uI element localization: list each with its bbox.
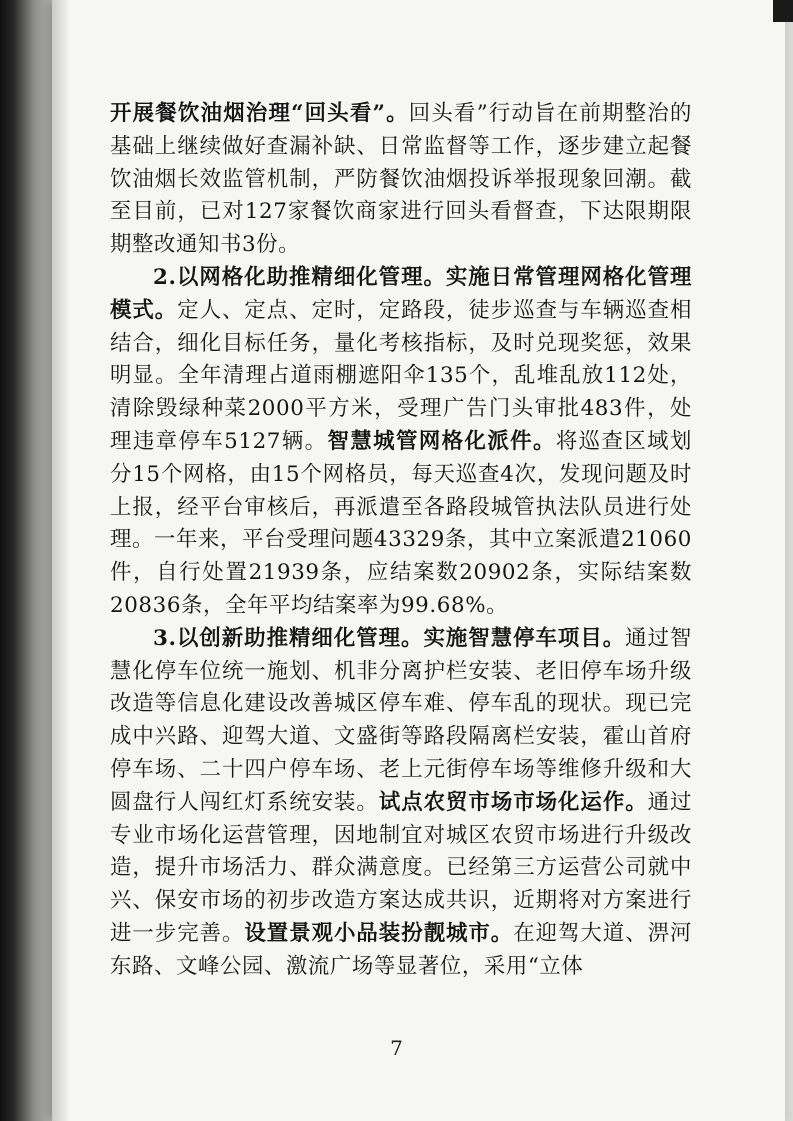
page-number: 7	[390, 1036, 403, 1060]
paragraph-2	[110, 262, 692, 623]
paragraph-1	[110, 98, 692, 262]
text-smart-grid-dispatch: 将巡查区域划分15个网格，由15个网格员，每天巡查4次，发现问题及时上报，经平台审核后，再派遣至各路段城管执法队员进行处理。一年来，平台受理问题43329条，其中立案派遣21060件，自行处置21939条，应结案数20902条，实际结案数20836条，全年平均结案率为99.68%。	[110, 428, 692, 618]
subheading-daily-grid-mode: 实施日常管理网格化管理模式。	[110, 264, 692, 323]
text-oil-fume-review: 回头看”行动旨在前期整治的基础上继续做好查漏补缺、日常监督等工作，逐步建立起餐饮油烟长效监管机制，严防餐饮油烟投诉举报现象回潮。截至目前，已对127家餐饮商家进行回头看督查，下达限期限期整改通知书3份。	[110, 101, 692, 258]
subheading-landscape-features: 设置景观小品装扮靓城市。	[244, 920, 514, 946]
heading-innovation-management: 3.以创新助推精细化管理。	[153, 625, 424, 651]
subheading-smart-parking: 实施智慧停车项目。	[423, 625, 626, 651]
subheading-smart-grid-dispatch: 智慧城管网格化派件。	[327, 428, 556, 454]
subheading-market-pilot: 试点农贸市场市场化运作。	[378, 789, 648, 815]
text-smart-parking: 通过智慧化停车位统一施划、机非分离护栏安装、老旧停车场升级改造等信息化建设改善城区停车难、停车乱的现状。现已完成中兴路、迎驾大道、文盛街等路段隔离栏安装，霍山首府停车场、二十四户停车场、老上元街停车场等维修升级和大圆盘行人闯红灯系统安装。	[110, 625, 692, 815]
heading-oil-fume-review: 开展餐饮油烟治理“回头看”。	[110, 101, 409, 126]
text-daily-grid-mode: 定人、定点、定时，定路段，徒步巡查与车辆巡查相结合，细化目标任务，量化考核指标，及时兑现奖惩，效果明显。全年清理占道雨棚遮阳伞135个，乱堆乱放112处，清除毁绿种菜2000平方米，受理广告门头审批483件，处理违章停车5127辆。	[110, 297, 692, 454]
scan-corner-mark	[773, 0, 793, 22]
document-body	[110, 98, 692, 984]
heading-grid-management: 2.以网格化助推精细化管理。	[153, 264, 446, 290]
text-landscape-features: 在迎驾大道、淠河东路、文峰公园、激流广场等显著位，采用“立体	[110, 920, 692, 979]
text-market-pilot: 通过专业市场化运营管理，因地制宜对城区农贸市场进行升级改造，提升市场活力、群众满意度。已经第三方运营公司就中兴、保安市场的初步改造方案达成共识，近期将对方案进行进一步完善。	[110, 789, 693, 946]
page-spine-shadow	[52, 0, 70, 1121]
paragraph-3	[110, 623, 692, 984]
